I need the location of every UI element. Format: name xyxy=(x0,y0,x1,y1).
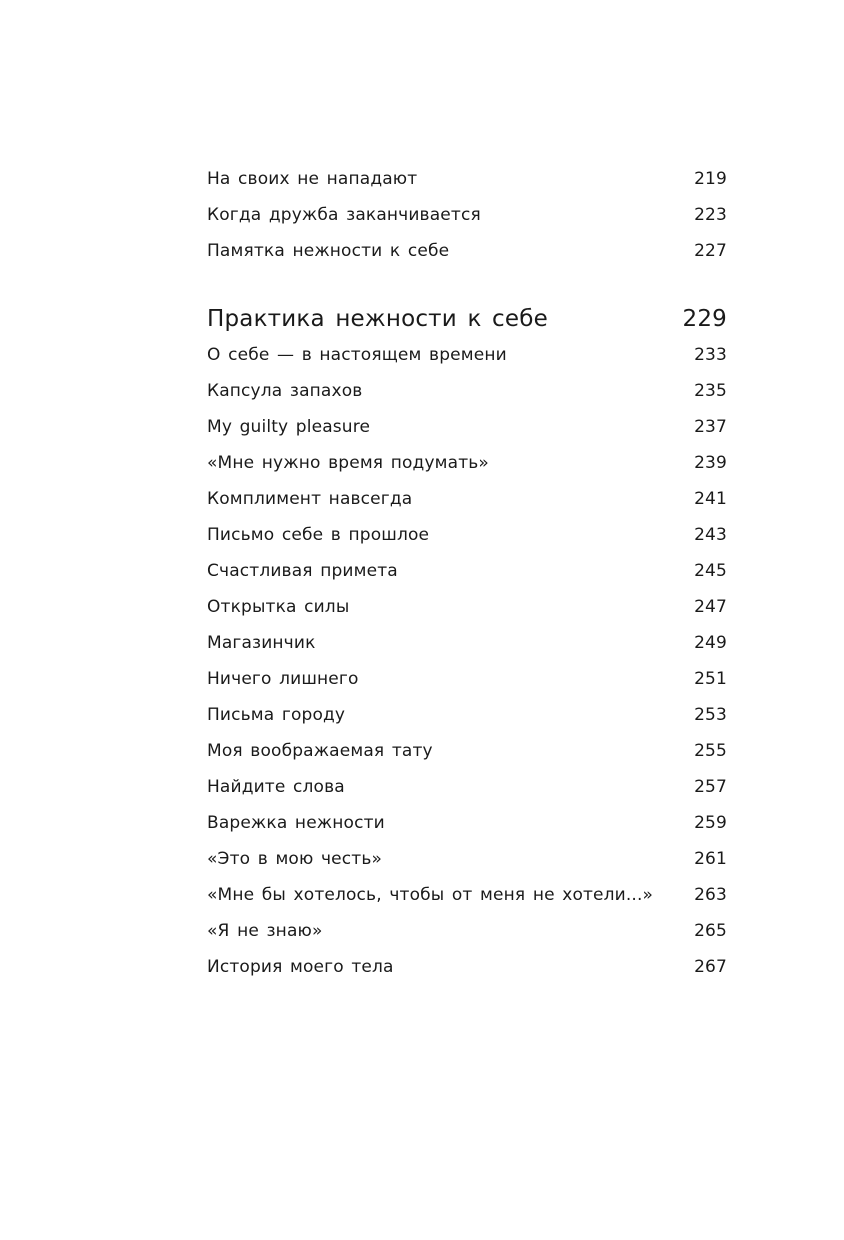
toc-entry-page: 265 xyxy=(694,921,727,941)
toc-entry[interactable] xyxy=(207,913,727,949)
toc-entry[interactable] xyxy=(207,337,727,373)
section-page: 229 xyxy=(682,306,727,332)
toc-entry-title: My guilty pleasure xyxy=(207,417,371,437)
toc-entry[interactable] xyxy=(207,697,727,733)
toc-entry-title: История моего тела xyxy=(207,957,394,977)
toc-entry-title: Моя воображаемая тату xyxy=(207,741,433,761)
toc-entry-title: Комплимент навсегда xyxy=(207,489,413,509)
toc-entry-page: 255 xyxy=(694,741,727,761)
toc-entry[interactable] xyxy=(207,589,727,625)
toc-entry-title: Магазинчик xyxy=(207,633,316,653)
toc-entry-page: 267 xyxy=(694,957,727,977)
toc-entry[interactable] xyxy=(207,769,727,805)
toc-entry-page: 245 xyxy=(694,561,727,581)
toc-entry-page: 263 xyxy=(694,885,727,905)
toc-entry-title: Капсула запахов xyxy=(207,381,363,401)
toc-entry-page: 251 xyxy=(694,669,727,689)
toc-entry-title: «Это в мою честь» xyxy=(207,849,383,869)
toc-entry-page: 237 xyxy=(694,417,727,437)
toc-entry-title: Когда дружба заканчивается xyxy=(207,205,481,225)
toc-entry-title: Памятка нежности к себе xyxy=(207,241,450,261)
toc-entry-page: 243 xyxy=(694,525,727,545)
toc-entry[interactable] xyxy=(207,373,727,409)
toc-entry-title: «Я не знаю» xyxy=(207,921,323,941)
toc-entry[interactable] xyxy=(207,409,727,445)
toc-entry-title: Варежка нежности xyxy=(207,813,385,833)
section-title: Практика нежности к себе xyxy=(207,306,548,332)
toc-entry-title: Ничего лишнего xyxy=(207,669,359,689)
toc-entry-title: На своих не нападают xyxy=(207,169,418,189)
toc-section-heading[interactable] xyxy=(207,301,727,337)
toc-entry-title: Счастливая примета xyxy=(207,561,398,581)
toc-entry[interactable] xyxy=(207,517,727,553)
toc-entry-page: 239 xyxy=(694,453,727,473)
toc-entry[interactable] xyxy=(207,445,727,481)
toc-entry-title: Найдите слова xyxy=(207,777,345,797)
toc-entry-page: 253 xyxy=(694,705,727,725)
toc-entry-page: 227 xyxy=(694,241,727,261)
toc-entry-page: 235 xyxy=(694,381,727,401)
toc-entry[interactable] xyxy=(207,197,727,233)
section-spacer xyxy=(207,269,727,301)
toc-entry-title: Письмо себе в прошлое xyxy=(207,525,430,545)
toc-entry[interactable] xyxy=(207,733,727,769)
toc-entry-title: «Мне нужно время подумать» xyxy=(207,453,489,473)
toc-entry[interactable] xyxy=(207,805,727,841)
table-of-contents xyxy=(207,161,727,985)
toc-entry-page: 241 xyxy=(694,489,727,509)
toc-entry[interactable] xyxy=(207,625,727,661)
toc-entry[interactable] xyxy=(207,481,727,517)
toc-entry[interactable] xyxy=(207,841,727,877)
toc-entry-page: 249 xyxy=(694,633,727,653)
toc-entry-page: 223 xyxy=(694,205,727,225)
toc-entry-page: 233 xyxy=(694,345,727,365)
toc-entry-page: 261 xyxy=(694,849,727,869)
toc-entry-title: О себе — в настоящем времени xyxy=(207,345,507,365)
toc-entry[interactable] xyxy=(207,949,727,985)
toc-entry-title: Письма городу xyxy=(207,705,346,725)
toc-entry-title: «Мне бы хотелось, чтобы от меня не хотели...» xyxy=(207,885,654,905)
toc-entry-page: 247 xyxy=(694,597,727,617)
toc-entry[interactable] xyxy=(207,161,727,197)
toc-entry-page: 257 xyxy=(694,777,727,797)
toc-entry[interactable] xyxy=(207,877,727,913)
toc-entry[interactable] xyxy=(207,553,727,589)
toc-entry[interactable] xyxy=(207,233,727,269)
toc-entry-page: 259 xyxy=(694,813,727,833)
toc-entry-title: Открытка силы xyxy=(207,597,350,617)
toc-entry[interactable] xyxy=(207,661,727,697)
toc-entry-page: 219 xyxy=(694,169,727,189)
